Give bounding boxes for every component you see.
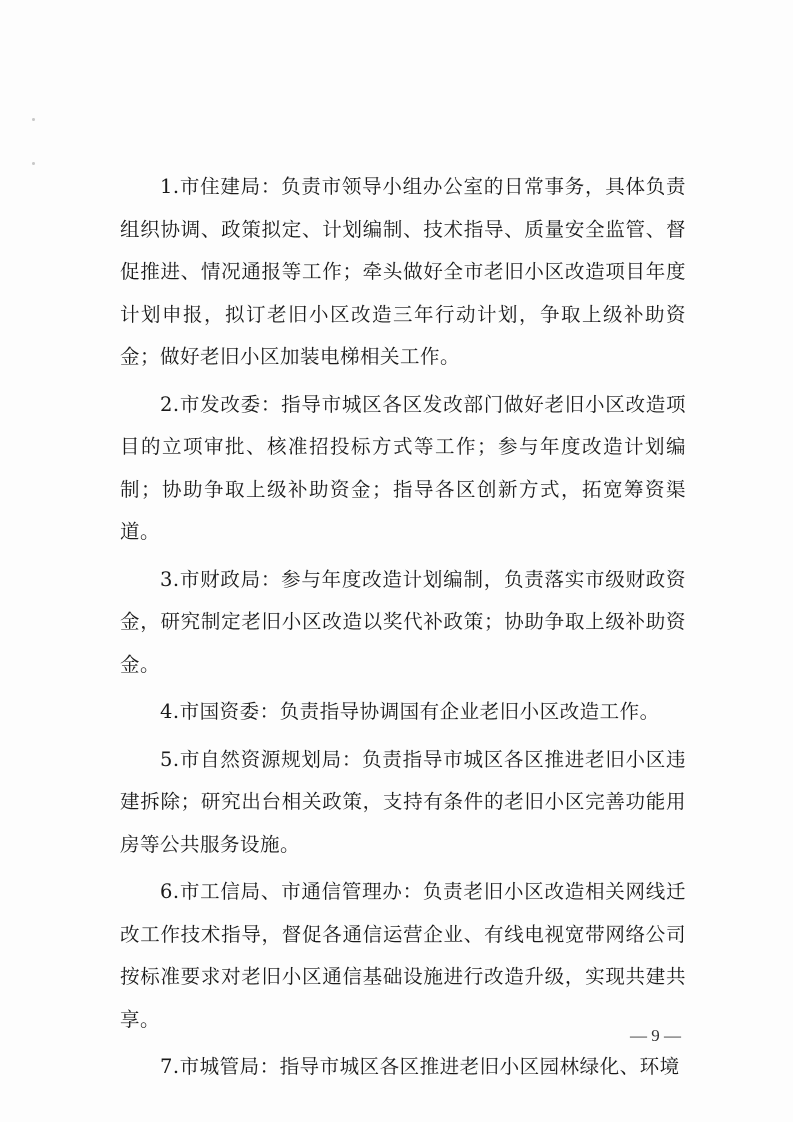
paragraph-housing-bureau: 1.市住建局：负责市领导小组办公室的日常事务，具体负责组织协调、政策拟定、计划编制、技术指导、质量安全监管、督促推进、情况通报等工作；牵头做好全市老旧小区改造项目年度计划申报，拟订老旧小区改造三年行动计划，争取上级补助资金；做好老旧小区加装电梯相关工作。	[120, 175, 686, 368]
page-number: — 9 —	[630, 1026, 681, 1045]
paragraph-development-reform-commission: 2.市发改委：指导市城区各区发改部门做好老旧小区改造项目的立项审批、核准招投标方式等工作；参与年度改造计划编制；协助争取上级补助资金；指导各区创新方式，拓宽筹资渠道。	[120, 392, 686, 543]
paragraph-industry-telecom-office: 6.市工信局、市通信管理办：负责老旧小区改造相关网线迁改工作技术指导，督促各通信运营企业、有线电视宽带网络公司按标准要求对老旧小区通信基础设施进行改造升级，实现共建共享。	[120, 880, 686, 1031]
scan-speck	[32, 162, 35, 165]
document-body	[120, 166, 686, 1094]
scan-speck	[32, 118, 35, 121]
paragraph-state-assets-commission: 4.市国资委：负责指导协调国有企业老旧小区改造工作。	[160, 700, 660, 723]
paragraph-natural-resources-bureau: 5.市自然资源规划局：负责指导市城区各区推进老旧小区违建拆除；研究出台相关政策，支持有条件的老旧小区完善功能用房等公共服务设施。	[120, 747, 686, 856]
paragraph-urban-management-bureau: 7.市城管局：指导市城区各区推进老旧小区园林绿化、环境	[160, 1055, 680, 1078]
paragraph-finance-bureau: 3.市财政局：参与年度改造计划编制，负责落实市级财政资金，研究制定老旧小区改造以奖代补政策；协助争取上级补助资金。	[120, 567, 686, 676]
